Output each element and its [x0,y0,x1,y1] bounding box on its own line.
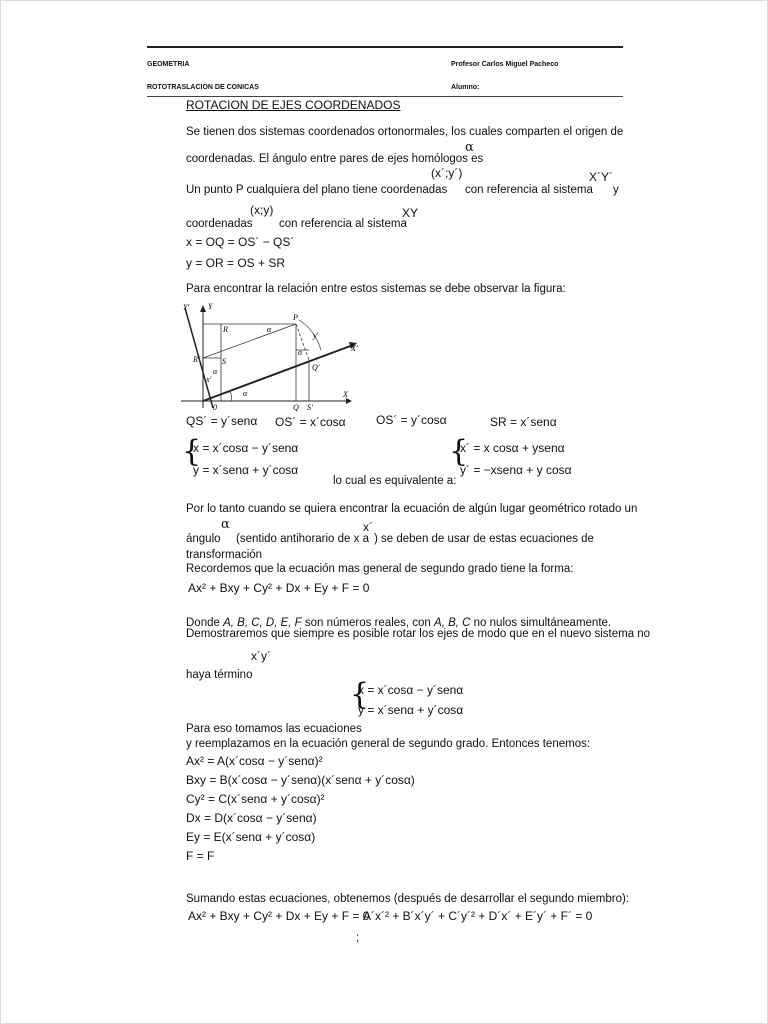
para2-xprime: x´ [363,520,373,534]
subst-f: F = F [186,849,215,863]
page-title: ROTACION DE EJES COORDENADOS [186,98,401,112]
figure-label-5: S [222,357,226,366]
intro-line-1: Se tienen dos sistemas coordenados ortonormales, los cuales comparten el origen de [186,126,624,138]
intro-line-4a: coordenadas [186,218,253,230]
header-professor: Profesor Carlos Miguel Pacheco [451,61,559,68]
p-to-yprime [203,324,296,358]
para2-line3: transformación [186,549,263,561]
para2-line2a: ángulo [186,533,221,545]
figure-label-1: Y [208,302,213,311]
axes-plain: XY [402,206,419,220]
axes-prime: X´Y´ [589,170,613,184]
system2-line1: x´ = x cosα + ysenα [460,441,565,455]
angle-arc-bottom [229,391,232,401]
figure-label-17: S' [307,403,313,412]
intro-line-3c: y [613,184,619,196]
figure-label-2: P [293,313,298,322]
summing-text: Sumando estas ecuaciones, obtenemos (después de desarrollar el segundo miembro): [186,893,630,905]
system1-line2: y = x´senα + y´cosα [193,463,299,477]
relation-sr: SR = x´senα [490,415,557,429]
para3-coeffs: A, B, C, D, E, F [223,617,302,629]
figure-label-0: Y' [183,303,190,312]
figure-label-6: α [267,325,272,334]
para4-line1: Para eso tomamos las ecuaciones [186,723,362,735]
para2-line2b: (sentido antihorario de x a [236,533,369,545]
intro-line-4b: con referencia al sistema [279,218,407,230]
para3-line3: haya término [186,669,253,681]
para4-line2: y reemplazamos en la ecuación general de segundo grado. Entonces tenemos: [186,738,591,750]
brace-system-2: { [449,434,469,469]
equation-y: y = OR = OS + SR [186,256,286,270]
para3-line1a: Donde [186,617,224,629]
figure-label-10: α [298,348,303,357]
system1-line1: x = x´cosα − y´senα [193,441,299,455]
subst-cy2: Cy² = C(x´senα + y´cosα)² [186,792,325,806]
header-rule-bottom [147,96,623,97]
para3-xyprime: x´y´ [251,649,271,663]
para3-coeffs2: A, B, C [434,617,471,629]
figure-label-15: 0 [213,403,217,412]
subst-bxy: Bxy = B(x´cosα − y´senα)(x´senα + y´cosα) [186,773,415,787]
equivalent-label: lo cual es equivalente a: [333,475,457,487]
para2-line1: Por lo tanto cuando se quiera encontrar la ecuación de algún lugar geométrico rotado un [186,503,638,515]
figure-label-16: Q [293,403,299,412]
header-rule-top [147,46,623,48]
brace-system-1: { [182,434,202,469]
final-separator: ; [356,932,360,944]
alpha-symbol: α [465,140,474,155]
y-axis-arrow [200,305,206,312]
subst-ax2: Ax² = A(x´cosα − y´senα)² [186,754,323,768]
rotation-figure [181,300,361,412]
subst-dx: Dx = D(x´cosα − y´senα) [186,811,317,825]
intro-line-2: coordenadas. El ángulo entre pares de ejes homólogos es [186,153,484,165]
para3-line1c: no nulos simultáneamente. [470,617,612,629]
coord-prime: (x´;y´) [431,166,463,180]
figure-label-13: X [343,390,348,399]
relation-os-x: OS´ = x´cosα [275,415,346,429]
brace-system-3: { [350,677,370,712]
general-equation: Ax² + Bxy + Cy² + Dx + Ey + F = 0 [188,581,370,595]
final-left: Ax² + Bxy + Cy² + Dx + Ey + F = 0 [188,909,370,923]
para2-alpha: α [221,517,230,532]
relation-qs: QS´ = y´senα [186,414,258,428]
para3-line1b: son números reales, con [301,617,435,629]
figure-intro: Para encontrar la relación entre estos sistemas se debe observar la figura: [186,283,566,295]
system3-line1: x = x´cosα − y´senα [358,683,464,697]
figure-label-8: x' [206,375,212,384]
para2-line2c: ) se deben de usar de estas ecuaciones de [374,533,594,545]
figure-label-9: α [213,367,218,376]
subst-ey: Ey = E(x´senα + y´cosα) [186,830,316,844]
para3-line2: Demostraremos que siempre es posible rotar los ejes de modo que en el nuevo sistema no [186,628,651,640]
figure-label-11: Q' [312,363,320,372]
intro-line-3b: con referencia al sistema [465,184,593,196]
figure-label-7: y' [313,331,319,340]
header-topic: ROTOTRASLACION DE CONICAS [147,84,259,91]
system3-line2: y = x´senα + y´cosα [358,703,464,717]
figure-label-14: α [243,389,248,398]
header-student-label: Alumno: [451,84,480,91]
final-right: A´x´² + B´x´y´ + C´y´² + D´x´ + E´y´ + F´ = 0 [363,909,593,923]
relation-os-y: OS´ = y´cosα [376,413,447,427]
figure-label-4: R' [193,355,200,364]
intro-line-3a: Un punto P cualquiera del plano tiene coordenadas [186,184,448,196]
system2-line2: y´ = −xsenα + y cosα [460,463,572,477]
figure-label-12: X' [351,344,358,353]
coord-plain: (x;y) [250,203,274,217]
figure-label-3: R [223,325,228,334]
para2-line4: Recordemos que la ecuación mas general de segundo grado tiene la forma: [186,563,574,575]
header-subject: GEOMETRIA [147,61,190,68]
x-prime-axis-line [203,345,353,401]
equation-x: x = OQ = OS´ − QS´ [186,235,295,249]
